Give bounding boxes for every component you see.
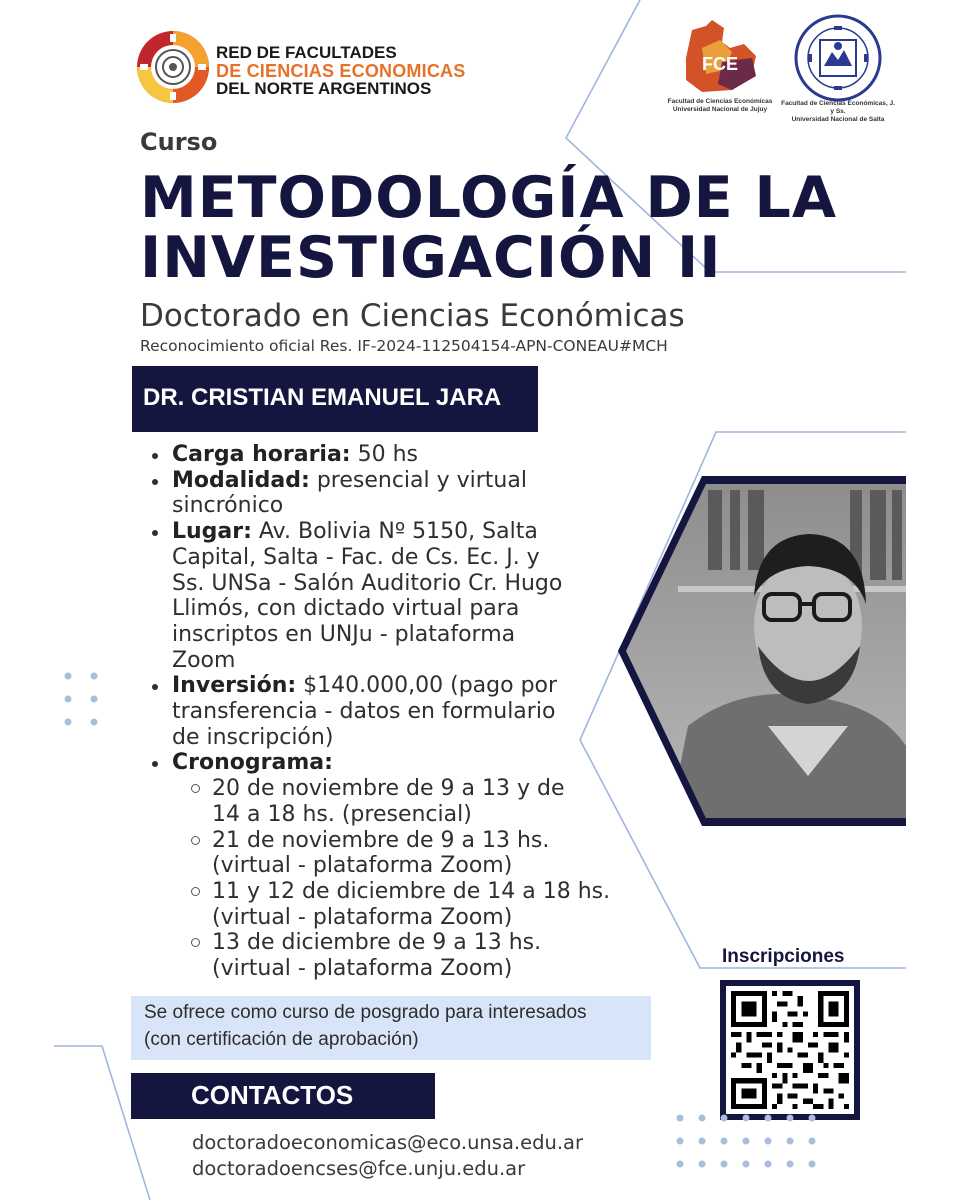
decorative-dot [699, 1161, 706, 1168]
decorative-dot [721, 1161, 728, 1168]
bullet-dot [152, 453, 158, 459]
red-name-line-2: DE CIENCIAS ECONOMICAS [216, 61, 466, 81]
decorative-dot [677, 1161, 684, 1168]
inversion-value-3: de inscripción) [172, 724, 334, 750]
decorative-dot [809, 1161, 816, 1168]
lugar-value-6: Zoom [172, 647, 236, 673]
red-facultades-name [216, 44, 465, 98]
circle-bullet [191, 836, 200, 845]
red-name-line-1: RED DE FACULTADES [216, 43, 397, 62]
email-link-unsa[interactable]: doctoradoeconomicas@eco.unsa.edu.ar [192, 1131, 583, 1154]
decorative-dot [721, 1138, 728, 1145]
decorative-dot [677, 1115, 684, 1122]
lugar-value-2: Capital, Salta - Fac. de Cs. Ec. J. y [172, 544, 540, 570]
registration-qr-code[interactable] [720, 980, 860, 1120]
carga-label: Carga horaria: [172, 442, 351, 467]
decorative-dot [743, 1161, 750, 1168]
contact-emails [192, 1130, 583, 1182]
course-title-line-1: METODOLOGÍA DE LA [140, 165, 837, 231]
modalidad-label: Modalidad: [172, 467, 310, 493]
inversion-value-1: $140.000,00 (pago por [296, 673, 558, 699]
schedule-3-line-1: 11 y 12 de diciembre de 14 a 18 hs. [212, 878, 611, 904]
modalidad-value-2: sincrónico [172, 493, 284, 519]
decorative-dot [765, 1138, 772, 1145]
list-item-inversion [150, 673, 620, 750]
schedule-1-line-2: 14 a 18 hs. (presencial) [212, 801, 472, 827]
professor-photo [618, 476, 906, 826]
bullet-dot [152, 530, 158, 536]
lugar-value-3: Ss. UNSa - Salón Auditorio Cr. Hugo [172, 570, 563, 596]
modalidad-value-1: presencial y virtual [309, 467, 527, 493]
contacts-heading: CONTACTOS [131, 1073, 435, 1119]
fce-caption-line-2: Universidad Nacional de Jujuy [672, 106, 768, 113]
decorative-dot [765, 1161, 772, 1168]
course-title-line-2: INVESTIGACIÓN II [140, 225, 722, 291]
list-item-carga [150, 442, 620, 468]
svg-text:FCE: FCE [702, 54, 738, 74]
inversion-value-2: transferencia - datos en formulario [172, 699, 556, 725]
official-recognition: Reconocimiento oficial Res. IF-2024-112504154-APN-CONEAU#MCH [140, 337, 668, 355]
program-name: Doctorado en Ciencias Económicas [140, 298, 685, 334]
qr-code-icon [726, 986, 854, 1114]
unsa-caption-line-2: Universidad Nacional de Salta [791, 116, 885, 123]
decorative-dot [699, 1138, 706, 1145]
course-label: Curso [140, 128, 218, 156]
schedule-4-line-2: (virtual - plataforma Zoom) [212, 956, 513, 982]
schedule-3-line-2: (virtual - plataforma Zoom) [212, 904, 513, 930]
decorative-dot [699, 1115, 706, 1122]
list-item-lugar [150, 519, 620, 673]
lugar-value-4: Llimós, con dictado virtual para [172, 596, 520, 622]
lugar-value-5: inscriptos en UNJu - plataforma [172, 621, 516, 647]
decorative-dot [787, 1161, 794, 1168]
list-item-modalidad [150, 468, 620, 519]
decorative-dot [787, 1138, 794, 1145]
registration-label: Inscripciones [722, 946, 845, 967]
list-item-cronograma [150, 750, 620, 776]
professor-name: DR. CRISTIAN EMANUEL JARA [132, 366, 538, 432]
course-details-list [150, 442, 620, 982]
unsa-caption-line-1: Facultad de Ciencias Económicas, J. y Ss. [781, 100, 895, 115]
fce-unju-caption [664, 98, 776, 114]
circle-bullet [191, 887, 200, 896]
schedule-1-line-1: 20 de noviembre de 9 a 13 y de [212, 776, 565, 802]
course-title [140, 165, 837, 291]
bullet-dot [152, 479, 158, 485]
schedule-item [150, 930, 620, 981]
circle-bullet [191, 784, 200, 793]
cronograma-label: Cronograma: [172, 750, 333, 776]
postgrad-offer-note [131, 996, 651, 1060]
bullet-dot [152, 761, 158, 767]
lugar-label: Lugar: [172, 519, 252, 545]
offer-line-2: (con certificación de aprobación) [144, 1029, 419, 1050]
unsa-seal-logo [794, 14, 882, 102]
decorative-dot [809, 1138, 816, 1145]
schedule-item [150, 828, 620, 879]
decorative-dot-grid-left [56, 664, 106, 734]
carga-value: 50 hs [350, 442, 418, 467]
red-facultades-logo [136, 30, 210, 104]
schedule-item [150, 879, 620, 930]
offer-line-1: Se ofrece como curso de posgrado para interesados [144, 1002, 587, 1023]
decorative-dot [743, 1138, 750, 1145]
circle-bullet [191, 938, 200, 947]
schedule-4-line-1: 13 de diciembre de 9 a 13 hs. [212, 930, 542, 956]
schedule-item [150, 776, 620, 827]
schedule-2-line-1: 21 de noviembre de 9 a 13 hs. [212, 827, 550, 853]
bullet-dot [152, 684, 158, 690]
lugar-value-1: Av. Bolivia Nº 5150, Salta [251, 519, 538, 545]
unsa-caption [780, 100, 896, 124]
red-name-line-3: DEL NORTE ARGENTINOS [216, 79, 432, 98]
email-link-unju[interactable]: doctoradoencses@fce.unju.edu.ar [192, 1157, 526, 1180]
fce-caption-line-1: Facultad de Ciencias Económicas [667, 98, 773, 105]
decorative-dot [677, 1138, 684, 1145]
inversion-label: Inversión: [172, 673, 297, 699]
schedule-2-line-2: (virtual - plataforma Zoom) [212, 853, 513, 879]
